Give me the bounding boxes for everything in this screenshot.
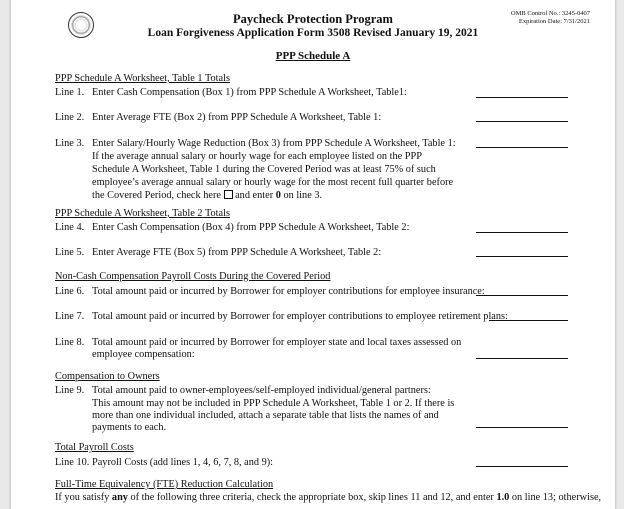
section-fte: Full-Time Equivalency (FTE) Reduction Calculation <box>55 479 274 490</box>
line-3-cont-text: on line 3. <box>283 190 323 201</box>
line-number: Line 7. <box>55 311 85 322</box>
line-9-cont: payments to each. <box>92 422 167 433</box>
line-6 <box>55 285 485 298</box>
line-3-cont-text: and enter <box>235 190 274 201</box>
line-10-field[interactable] <box>476 465 568 467</box>
line-number: Line 6. <box>55 286 85 297</box>
section-total: Total Payroll Costs <box>55 442 134 453</box>
form-subtitle: Loan Forgiveness Application Form 3508 Revised January 19, 2021 <box>147 27 479 39</box>
line-3-field[interactable] <box>476 146 568 148</box>
line-3-cont: If the average annual salary or hourly wage for each employee listed on the PPP <box>92 151 422 162</box>
line-8-cont: employee compensation: <box>92 349 195 360</box>
line-9 <box>55 384 431 397</box>
line-8-field[interactable] <box>476 357 568 359</box>
fte-one: 1.0 <box>496 492 510 503</box>
section-table1: PPP Schedule A Worksheet, Table 1 Totals <box>55 73 230 84</box>
fte-text: If you satisfy <box>55 492 110 503</box>
line-text: Enter Salary/Hourly Wage Reduction (Box 3) from PPP Schedule A Worksheet, Table 1: <box>92 138 456 149</box>
fte-text: on line 13; otherwise, <box>511 492 602 503</box>
line-1 <box>55 86 407 99</box>
schedule-title: PPP Schedule A <box>275 50 351 62</box>
line-text: Total amount paid or incurred by Borrower for employer contributions to employee retirement plans: <box>92 311 508 322</box>
form-page <box>10 0 616 509</box>
line-number: Line 4. <box>55 222 85 233</box>
omb-expiration: Expiration Date: 7/31/2021 <box>518 18 590 25</box>
line-text: Total amount paid or incurred by Borrower for employer contributions for employee insurance: <box>92 286 485 297</box>
omb-control: OMB Control No.: 3245-0407 <box>510 10 590 17</box>
line-number: Line 10. <box>55 457 90 468</box>
form-title: Paycheck Protection Program <box>233 12 393 26</box>
line-text: Total amount paid to owner-employees/self-employed individual/general partners: <box>92 385 431 396</box>
line-text: Payroll Costs (add lines 1, 4, 6, 7, 8, and 9): <box>92 457 274 468</box>
line-9-cont: more than one individual included, attach a separate table that lists the names of and <box>92 410 439 421</box>
line-3-cont: employee’s average annual salary or hourly wage for the most recent full quarter before <box>92 177 454 188</box>
line-6-field[interactable] <box>476 294 568 296</box>
line-text: Total amount paid or incurred by Borrower for employer state and local taxes assessed on <box>92 337 462 348</box>
line-7 <box>55 310 508 323</box>
line-3-cont: Schedule A Worksheet, Table 1 during the Covered Period was at least 75% of such <box>92 164 436 175</box>
line-number: Line 8. <box>55 337 85 348</box>
line-text: Enter Average FTE (Box 2) from PPP Schedule A Worksheet, Table 1: <box>92 112 382 123</box>
line-number: Line 3. <box>55 138 85 149</box>
line-number: Line 2. <box>55 112 85 123</box>
section-owners: Compensation to Owners <box>55 371 160 382</box>
section-noncash: Non-Cash Compensation Payroll Costs During the Covered Period <box>55 271 331 282</box>
line-2 <box>55 111 381 124</box>
line-5-field[interactable] <box>476 255 568 257</box>
fte-instructions <box>55 491 601 504</box>
line-text: Enter Cash Compensation (Box 1) from PPP Schedule A Worksheet, Table1: <box>92 87 407 98</box>
fte-text: of the following three criteria, check the appropriate box, skip lines 11 and 12, and enter <box>130 492 494 503</box>
line-9-cont: This amount may not be included in PPP Schedule A Worksheet, Table 1 or 2. If there is <box>92 398 455 409</box>
line-text: Enter Average FTE (Box 5) from PPP Schedule A Worksheet, Table 2: <box>92 247 382 258</box>
fte-any: any <box>111 492 128 503</box>
line-7-field[interactable] <box>489 319 568 321</box>
line-number: Line 9. <box>55 385 85 396</box>
line-2-field[interactable] <box>476 120 568 122</box>
line-3-cont-text: the Covered Period, check here <box>92 190 221 201</box>
line-1-field[interactable] <box>476 96 568 98</box>
line-10 <box>55 456 273 469</box>
line-number: Line 1. <box>55 87 85 98</box>
line-4-field[interactable] <box>476 231 568 233</box>
line-4 <box>55 221 409 234</box>
salary-check-checkbox[interactable] <box>224 190 233 199</box>
section-table2: PPP Schedule A Worksheet, Table 2 Totals <box>55 208 230 219</box>
line-3-zero: 0 <box>275 190 281 201</box>
line-3 <box>55 137 456 150</box>
omb-info <box>511 10 590 26</box>
line-3-cont <box>55 189 322 202</box>
line-5 <box>55 246 381 259</box>
line-number: Line 5. <box>55 247 85 258</box>
line-9-field[interactable] <box>476 426 568 428</box>
line-text: Enter Cash Compensation (Box 4) from PPP Schedule A Worksheet, Table 2: <box>92 222 410 233</box>
